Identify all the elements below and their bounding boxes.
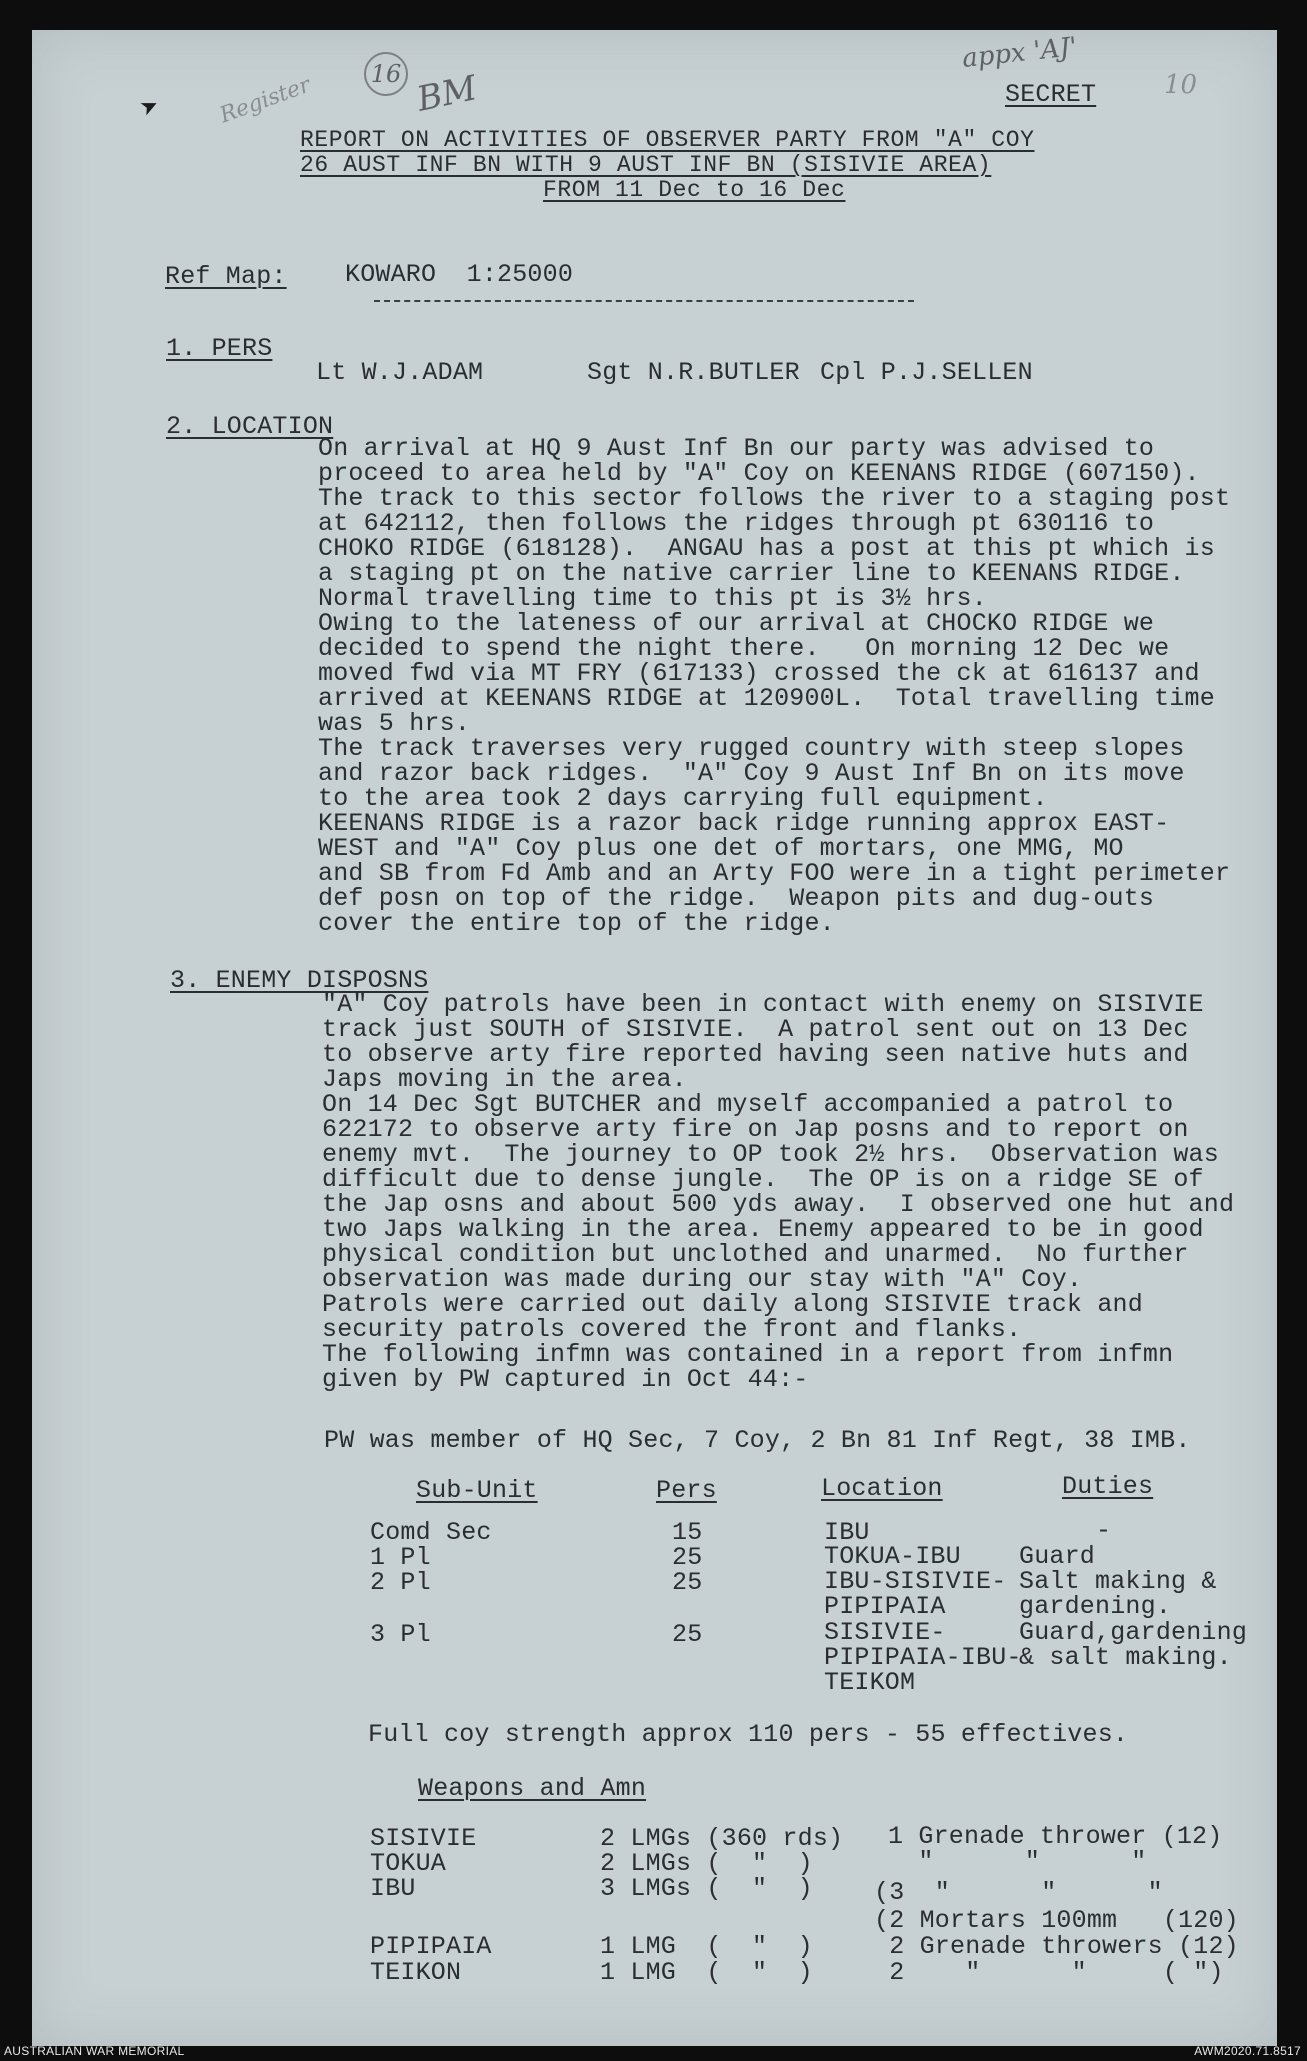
weapons-other: (2 Mortars 100mm (120) bbox=[874, 1906, 1239, 1935]
weapons-lmg: 2 LMGs (360 rds) bbox=[600, 1824, 844, 1853]
body-line: observation was made during our stay with "A" Coy. bbox=[322, 1265, 1083, 1294]
body-line: Normal travelling time to this pt is 3½ hrs. bbox=[318, 584, 987, 613]
table-header-location: Location bbox=[821, 1474, 943, 1503]
table-cell-duties: - bbox=[1096, 1516, 1112, 1545]
body-line: two Japs walking in the area. Enemy appeared to be in good bbox=[322, 1215, 1204, 1244]
table-cell-unit: 3 Pl bbox=[370, 1620, 431, 1649]
table-cell-pers: 25 bbox=[672, 1568, 703, 1597]
body-line: Patrols were carried out daily along SISIVIE track and bbox=[322, 1290, 1143, 1319]
body-line: On arrival at HQ 9 Aust Inf Bn our party was advised to bbox=[318, 434, 1155, 463]
footer-right: AWM2020.71.8517 bbox=[1194, 2044, 1301, 2058]
body-line: The track to this sector follows the river to a staging post bbox=[318, 484, 1231, 513]
body-line: and SB from Fd Amb and an Arty FOO were in a tight perimeter bbox=[318, 859, 1231, 888]
ref-map-value: KOWARO 1:25000 bbox=[345, 260, 574, 289]
table-cell-location: TOKUA-IBU bbox=[824, 1542, 961, 1571]
body-line: the Jap osns and about 500 yds away. I observed one hut and bbox=[322, 1190, 1235, 1219]
weapons-other: 1 Grenade thrower (12) bbox=[888, 1822, 1223, 1851]
table-cell-unit: Comd Sec bbox=[370, 1518, 492, 1547]
body-line: proceed to area held by "A" Coy on KEENANS RIDGE (607150). bbox=[318, 459, 1200, 488]
body-line: CHOKO RIDGE (618128). ANGAU has a post at this pt which is bbox=[318, 534, 1215, 563]
table-cell-location: SISIVIE- bbox=[824, 1618, 946, 1647]
table-cell-unit: 2 Pl bbox=[370, 1568, 431, 1597]
weapons-other: " " " bbox=[888, 1847, 1147, 1876]
handwritten-appendix-note: appx 'AJ' bbox=[960, 32, 1079, 74]
weapons-lmg: 3 LMGs ( " ) bbox=[600, 1874, 813, 1903]
handwritten-page-number: 10 bbox=[1164, 70, 1198, 100]
body-line: to the area took 2 days carrying full equipment. bbox=[318, 784, 1048, 813]
weapons-place: PIPIPAIA bbox=[370, 1932, 492, 1961]
table-cell-location: TEIKOM bbox=[824, 1668, 916, 1697]
body-line: at 642112, then follows the ridges through pt 630116 to bbox=[318, 509, 1155, 538]
body-line: The following infmn was contained in a report from infmn bbox=[322, 1340, 1174, 1369]
weapons-other: 2 " " ( ") bbox=[874, 1958, 1224, 1987]
weapons-other: (3 " " " bbox=[874, 1878, 1163, 1907]
weapons-place: IBU bbox=[370, 1874, 416, 1903]
body-line: Japs moving in the area. bbox=[322, 1065, 687, 1094]
section-2-heading: 2. LOCATION bbox=[166, 412, 334, 441]
body-line: a staging pt on the native carrier line to KEENANS RIDGE. bbox=[318, 559, 1185, 588]
body-line: def posn on top of the ridge. Weapon pits and dug-outs bbox=[318, 884, 1155, 913]
body-line: 622172 to observe arty fire on Jap posns and to report on bbox=[322, 1115, 1189, 1144]
weapons-place: SISIVIE bbox=[370, 1824, 477, 1853]
body-line: difficult due to dense jungle. The OP is on a ridge SE of bbox=[322, 1165, 1204, 1194]
table-cell-location: PIPIPAIA-IBU- bbox=[824, 1643, 1022, 1672]
body-line: and razor back ridges. "A" Coy 9 Aust Inf Bn on its move bbox=[318, 759, 1185, 788]
body-line: was 5 hrs. bbox=[318, 709, 471, 738]
title-line-3: FROM 11 Dec to 16 Dec bbox=[543, 177, 846, 203]
table-header-pers: Pers bbox=[656, 1476, 717, 1505]
body-line: security patrols covered the front and flanks. bbox=[322, 1315, 1022, 1344]
body-line: track just SOUTH of SISIVIE. A patrol sent out on 13 Dec bbox=[322, 1015, 1189, 1044]
body-line: given by PW captured in Oct 44:- bbox=[322, 1365, 809, 1394]
document-page bbox=[32, 30, 1277, 2046]
table-header-duties: Duties bbox=[1062, 1472, 1154, 1501]
body-line: On 14 Dec Sgt BUTCHER and myself accompanied a patrol to bbox=[322, 1090, 1174, 1119]
title-line-1: REPORT ON ACTIVITIES OF OBSERVER PARTY FROM "A" COY bbox=[300, 127, 1035, 153]
strength-line: Full coy strength approx 110 pers - 55 effectives. bbox=[368, 1720, 1129, 1749]
table-cell-pers: 25 bbox=[672, 1620, 703, 1649]
table-cell-pers: 25 bbox=[672, 1543, 703, 1572]
weapons-lmg: 2 LMGs ( " ) bbox=[600, 1849, 813, 1878]
table-cell-duties: gardening. bbox=[1019, 1592, 1172, 1621]
body-line: KEENANS RIDGE is a razor back ridge running approx EAST- bbox=[318, 809, 1170, 838]
body-line: arrived at KEENANS RIDGE at 120900L. Total travelling time bbox=[318, 684, 1215, 713]
pw-line: PW was member of HQ Sec, 7 Coy, 2 Bn 81 Inf Regt, 38 IMB. bbox=[324, 1426, 1191, 1455]
body-line: WEST and "A" Coy plus one det of mortars, one MMG, MO bbox=[318, 834, 1124, 863]
body-line: decided to spend the night there. On morning 12 Dec we bbox=[318, 634, 1170, 663]
pers-member-1: Lt W.J.ADAM bbox=[316, 358, 484, 387]
table-cell-duties: & salt making. bbox=[1019, 1643, 1232, 1672]
pers-member-3: Cpl P.J.SELLEN bbox=[820, 358, 1033, 387]
ref-map-label: Ref Map: bbox=[165, 262, 287, 291]
section-1-heading bbox=[166, 336, 272, 361]
footer-left: AUSTRALIAN WAR MEMORIAL bbox=[4, 2044, 185, 2058]
classification-label: SECRET bbox=[1005, 80, 1097, 109]
table-cell-duties: Guard,gardening bbox=[1019, 1618, 1248, 1647]
table-cell-duties: Salt making & bbox=[1019, 1567, 1217, 1596]
weapons-other: 2 Grenade throwers (12) bbox=[874, 1932, 1239, 1961]
title-line-2: 26 AUST INF BN WITH 9 AUST INF BN (SISIVIE AREA) bbox=[300, 152, 992, 178]
body-line: physical condition but unclothed and unarmed. No further bbox=[322, 1240, 1189, 1269]
body-line: to observe arty fire reported having seen native huts and bbox=[322, 1040, 1189, 1069]
weapons-lmg: 1 LMG ( " ) bbox=[600, 1932, 813, 1961]
table-cell-duties: Guard bbox=[1019, 1542, 1096, 1571]
body-line: The track traverses very rugged country with steep slopes bbox=[318, 734, 1185, 763]
table-cell-location: PIPIPAIA bbox=[824, 1592, 946, 1621]
divider bbox=[374, 300, 914, 302]
body-line: enemy mvt. The journey to OP took 2½ hrs. Observation was bbox=[322, 1140, 1219, 1169]
weapons-lmg: 1 LMG ( " ) bbox=[600, 1958, 813, 1987]
body-line: cover the entire top of the ridge. bbox=[318, 909, 835, 938]
table-cell-location: IBU-SISIVIE- bbox=[824, 1567, 1007, 1596]
section-3-heading: 3. ENEMY DISPOSNS bbox=[170, 966, 429, 995]
table-header-sub-unit: Sub-Unit bbox=[416, 1476, 538, 1505]
table-cell-location: IBU bbox=[824, 1518, 870, 1547]
weapons-place: TEIKON bbox=[370, 1958, 462, 1987]
table-cell-pers: 15 bbox=[672, 1518, 703, 1547]
body-line: "A" Coy patrols have been in contact with enemy on SISIVIE bbox=[322, 990, 1204, 1019]
table-cell-unit: 1 Pl bbox=[370, 1543, 431, 1572]
handwritten-circled-number: 16 bbox=[364, 52, 408, 96]
body-line: Owing to the lateness of our arrival at CHOCKO RIDGE we bbox=[318, 609, 1155, 638]
handwritten-register: Register bbox=[216, 72, 314, 129]
pers-member-2: Sgt N.R.BUTLER bbox=[587, 358, 800, 387]
handwritten-initials: BM bbox=[413, 68, 481, 120]
arrow-mark-icon: ➤ bbox=[136, 90, 168, 130]
weapons-place: TOKUA bbox=[370, 1849, 447, 1878]
body-line: moved fwd via MT FRY (617133) crossed the ck at 616137 and bbox=[318, 659, 1200, 688]
weapons-heading: Weapons and Amn bbox=[418, 1774, 647, 1803]
section-1-text: 1. PERS bbox=[166, 334, 273, 363]
